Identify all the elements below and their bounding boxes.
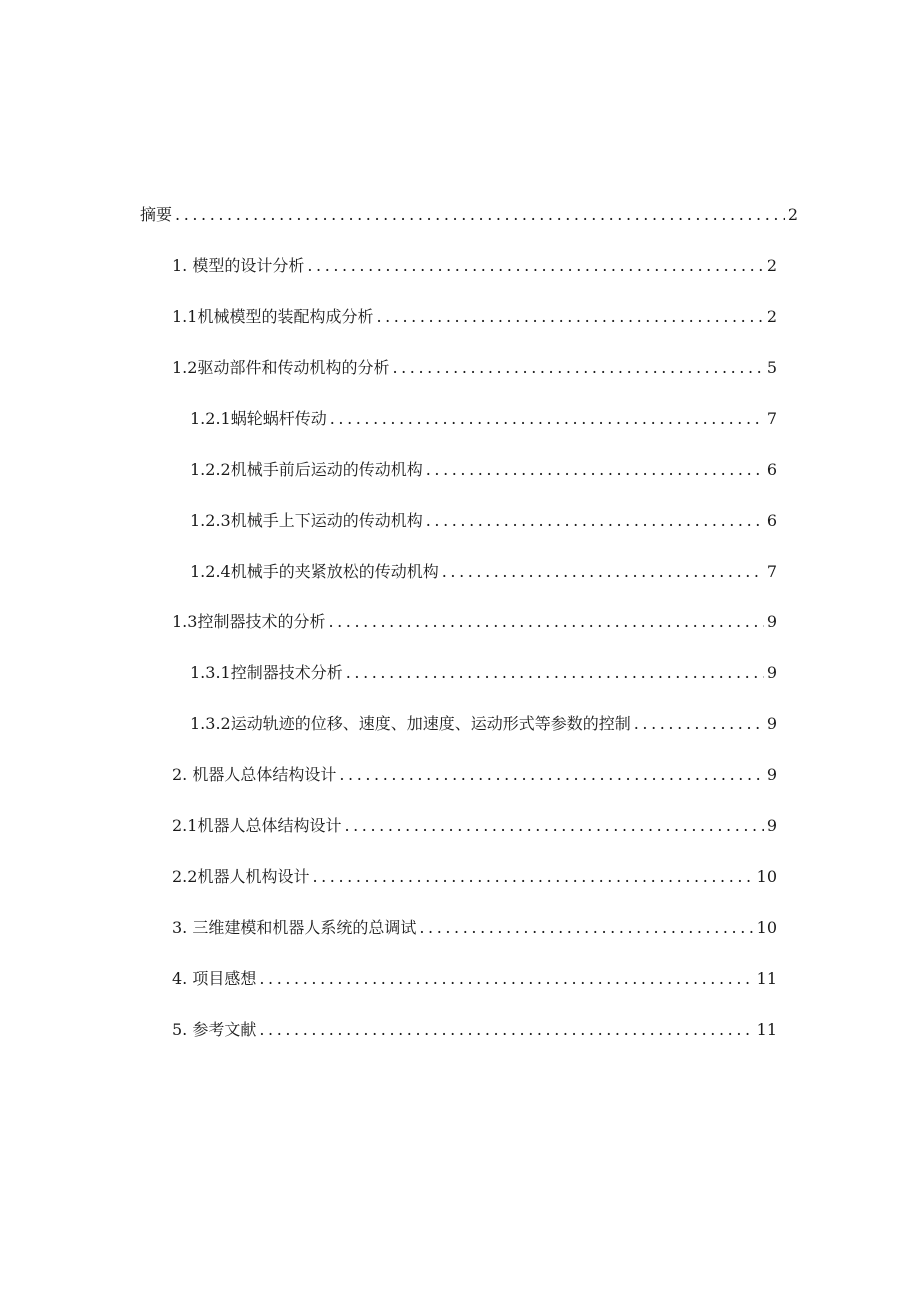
toc-entry-1-3-1[interactable] xyxy=(190,660,777,686)
toc-entry-page: 9 xyxy=(766,612,777,631)
toc-entry-title: 1.1机械模型的装配构成分析 xyxy=(172,307,374,326)
toc-entry-page: 2 xyxy=(766,307,777,326)
toc-entry-page: 9 xyxy=(766,663,777,682)
dot-leader xyxy=(307,253,763,279)
toc-entry-5[interactable] xyxy=(172,1017,777,1043)
dot-leader xyxy=(328,609,763,635)
toc-entry-1-2-2[interactable] xyxy=(190,457,777,483)
toc-entry-page: 2 xyxy=(787,205,798,224)
toc-entry-2-2[interactable] xyxy=(172,864,777,890)
toc-entry-title: 1.2.1蜗轮蜗杆传动 xyxy=(190,409,327,428)
toc-entry-title: 1.2.4机械手的夹紧放松的传动机构 xyxy=(190,562,439,581)
toc-entry-title: 2. 机器人总体结构设计 xyxy=(172,765,337,784)
dot-leader xyxy=(419,915,753,941)
dot-leader xyxy=(392,355,763,381)
toc-entry-page: 7 xyxy=(766,409,777,428)
toc-entry-title: 摘要 xyxy=(140,205,173,224)
toc-entry-1-2[interactable] xyxy=(172,355,777,381)
toc-entry-page: 6 xyxy=(766,460,777,479)
toc-entry-title: 1.2.2机械手前后运动的传动机构 xyxy=(190,460,423,479)
toc-entry-title: 2.1机器人总体结构设计 xyxy=(172,816,342,835)
toc-entry-page: 10 xyxy=(756,918,777,937)
toc-entry-title: 1.3控制器技术的分析 xyxy=(172,612,326,631)
toc-entry-title: 5. 参考文献 xyxy=(172,1020,257,1039)
toc-entry-1-3-2[interactable] xyxy=(190,711,777,737)
toc-entry-page: 10 xyxy=(756,867,777,886)
dot-leader xyxy=(442,559,764,585)
toc-entry-page: 11 xyxy=(756,969,777,988)
dot-leader xyxy=(344,813,763,839)
toc-entry-1-2-4[interactable] xyxy=(190,559,777,585)
toc-entry-page: 11 xyxy=(756,1020,777,1039)
dot-leader xyxy=(346,660,764,686)
toc-entry-page: 9 xyxy=(766,816,777,835)
toc-entry-page: 9 xyxy=(766,765,777,784)
toc-entry-title: 1.2.3机械手上下运动的传动机构 xyxy=(190,511,423,530)
dot-leader xyxy=(330,406,764,432)
dot-leader xyxy=(634,711,764,737)
toc-entry-page: 5 xyxy=(766,358,777,377)
toc-entry-page: 2 xyxy=(766,256,777,275)
toc-entry-1-3[interactable] xyxy=(172,609,777,635)
toc-entry-title: 3. 三维建模和机器人系统的总调试 xyxy=(172,918,417,937)
dot-leader xyxy=(175,202,785,228)
dot-leader xyxy=(426,508,764,534)
toc-entry-2[interactable] xyxy=(172,762,777,788)
dot-leader xyxy=(376,304,763,330)
dot-leader xyxy=(259,966,753,992)
dot-leader xyxy=(312,864,753,890)
toc-entry-title: 1.3.2运动轨迹的位移、速度、加速度、运动形式等参数的控制 xyxy=(190,714,631,733)
toc-entry-2-1[interactable] xyxy=(172,813,777,839)
toc-entry-1[interactable] xyxy=(172,253,777,279)
dot-leader xyxy=(259,1017,753,1043)
toc-entry-3[interactable] xyxy=(172,915,777,941)
toc-entry-abstract[interactable] xyxy=(140,202,798,228)
toc-entry-title: 2.2机器人机构设计 xyxy=(172,867,310,886)
toc-entry-title: 1.2驱动部件和传动机构的分析 xyxy=(172,358,390,377)
toc-entry-title: 4. 项目感想 xyxy=(172,969,257,988)
toc-entry-1-2-3[interactable] xyxy=(190,508,777,534)
toc-entry-1-1[interactable] xyxy=(172,304,777,330)
toc-entry-page: 6 xyxy=(766,511,777,530)
toc-entry-title: 1. 模型的设计分析 xyxy=(172,256,305,275)
toc-entry-title: 1.3.1控制器技术分析 xyxy=(190,663,343,682)
dot-leader xyxy=(339,762,763,788)
toc-entry-1-2-1[interactable] xyxy=(190,406,777,432)
toc-entry-4[interactable] xyxy=(172,966,777,992)
toc-entry-page: 7 xyxy=(766,562,777,581)
dot-leader xyxy=(426,457,764,483)
toc-entry-page: 9 xyxy=(766,714,777,733)
